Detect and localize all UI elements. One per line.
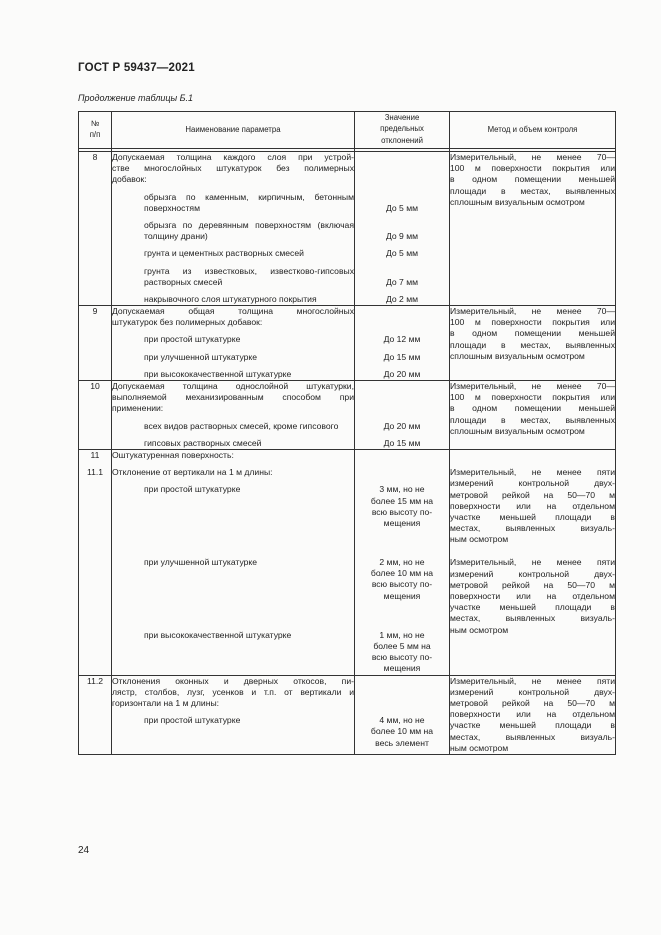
table-caption: Продолжение таблицы Б.1 [78, 93, 194, 103]
row-description: Допускаемая общая толщина многослойных штукатурок без полимерных добавок: при простой штукатурке при улучшенной штукатурке при высококачественной штукатурке [112, 306, 354, 379]
header-method: Метод и объем контроля [450, 112, 616, 149]
row-tolerance: 4 мм, но не более 10 мм на весь элемент [355, 675, 450, 754]
row-method: Измерительный, не менее 70— 100 м поверхности покрытия или в одном помещении меньшей площади в местах, выявленных сплошным визуальным осмотром [450, 306, 616, 381]
row-tolerance: До 20 мм До 15 мм [355, 381, 450, 450]
row-description: Допускаемая толщина однослойной штукатурки, выполняемой механизированным способом при применении: всех видов растворных смесей, кроме гипсового гипсовых растворных смесей [112, 381, 354, 448]
row-tolerance: До 12 мм До 15 мм До 20 мм [355, 306, 450, 381]
row-number: 9 [79, 306, 112, 381]
row-method: Измерительный, не менее 70— 100 м поверхности покрытия или в одном помещении меньшей площади в местах, выявленных сплошным визуальным осмотром [450, 152, 616, 306]
row-method: Измерительный, не менее пяти измерений контрольной двух- метровой рейкой на 50—70 м поверхности или на отдельном участке меньшей площади в местах, выявленных визуаль- ным осмотром Измерительный, не менее пяти измерений контрольной двух- метровой рейкой на 50—70 м поверхности или на отдельном участке меньшей площади в местах, выявленных визуаль- ным осмотром [450, 449, 616, 675]
table-row [79, 381, 616, 450]
table-row [79, 449, 616, 675]
document-title: ГОСТ Р 59437—2021 [78, 62, 195, 74]
row-method: Измерительный, не менее 70— 100 м поверхности покрытия или в одном помещении меньшей площади в местах, выявленных сплошным визуальным осмотром [450, 381, 616, 450]
table-row [79, 675, 616, 754]
row-tolerance: 3 мм, но не более 15 мм на всю высоту по- мещения 2 мм, но не более 10 мм на всю высоту по- мещения 1 мм, но не более 5 мм на всю высоту по- мещения [355, 449, 450, 675]
page-number: 24 [78, 845, 90, 856]
row-method: Измерительный, не менее пяти измерений контрольной двух- метровой рейкой на 50—70 м поверхности или на отдельном участке меньшей площади в местах, выявленных визуаль- ным осмотром [450, 675, 615, 753]
row-number: 11.2 [79, 675, 112, 754]
row-number: 10 [79, 381, 112, 450]
row-number: 11 11.1 [79, 449, 112, 675]
row-tolerance: До 5 мм До 9 мм До 5 мм До 7 мм До 2 мм [355, 152, 450, 306]
header-tolerance: Значение предельных отклонений [355, 112, 450, 149]
header-number: № п/п [79, 112, 112, 149]
table-header-row [79, 112, 616, 149]
row-description: Оштукатуренная поверхность: Отклонение от вертикали на 1 м длины: при простой штукатурке при улучшенной штукатурке при высококачественной штукатурке [112, 449, 355, 675]
row-number: 8 [79, 152, 112, 306]
row-description: Допускаемая толщина каждого слоя при устрой- стве многослойных штукатурок без полимерных добавок: обрызга по каменным, кирпичным, бетонным поверхностям обрызга по деревянным поверхностям (включая толщину драни) грунта и цементных растворных смесей грунта из известковых, известково-гипсовых растворных смесей накрывочного слоя штукатурного покрытия [112, 152, 354, 304]
specification-table [78, 111, 616, 755]
table-row [79, 306, 616, 381]
header-parameter: Наименование параметра [112, 112, 355, 149]
row-description: Отклонения оконных и дверных откосов, пи- лястр, столбов, лузг, усенков и т.п. от вертикали и горизонтали на 1 м длины: при простой штукатурке [112, 675, 355, 754]
table-row [79, 152, 616, 306]
